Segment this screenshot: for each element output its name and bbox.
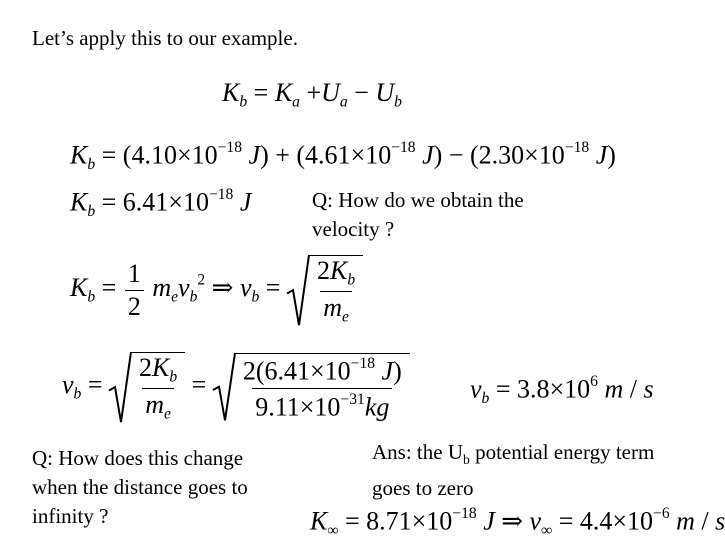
equation-substitution: $K_b = (4.10\times 10^{-18}$ $J) + (4.61\times 10^{-18}$ $J) - (2.30\times 10^{-18}$ J) (70, 139, 616, 174)
question-infinity: Q: How does this change when the distance goes to infinity ? (32, 446, 248, 528)
intro-text: Let’s apply this to our example. (32, 26, 298, 50)
equation-velocity-numeric: $v_b$ = $\frac{2K_b}{m_e}$ = $\frac{2(6.41\times 10^{-18} J)}{9.11\times 10^{-31}kg}$ (62, 352, 410, 422)
question-velocity: Q: How do we obtain the velocity ? (312, 188, 524, 241)
equation-velocity-result: $v_b = 3.8\times 10^6$ m / s (470, 373, 654, 408)
equation-velocity-formula: $K_b$ = $\frac{1}{2}$ $m_ev_b^2$ ⇒ $v_b$ = $\frac{2K_b}{m_e}$ (70, 255, 363, 325)
equation-kinetic-result: $K_b = 6.41\times 10^{-18}$ J (70, 186, 252, 221)
equation-energy-conservation: $K_b = K_a +U_a - U_b$ (222, 78, 402, 111)
equation-infinity-result: $K_\infty = 8.71\times 10^{-18}$ J ⇒ $v_\infty = 4.4\times 10^{-6}$ m / s (310, 505, 725, 540)
answer-text: Ans: the $U_b$ potential energy term goes to zero (372, 440, 655, 501)
